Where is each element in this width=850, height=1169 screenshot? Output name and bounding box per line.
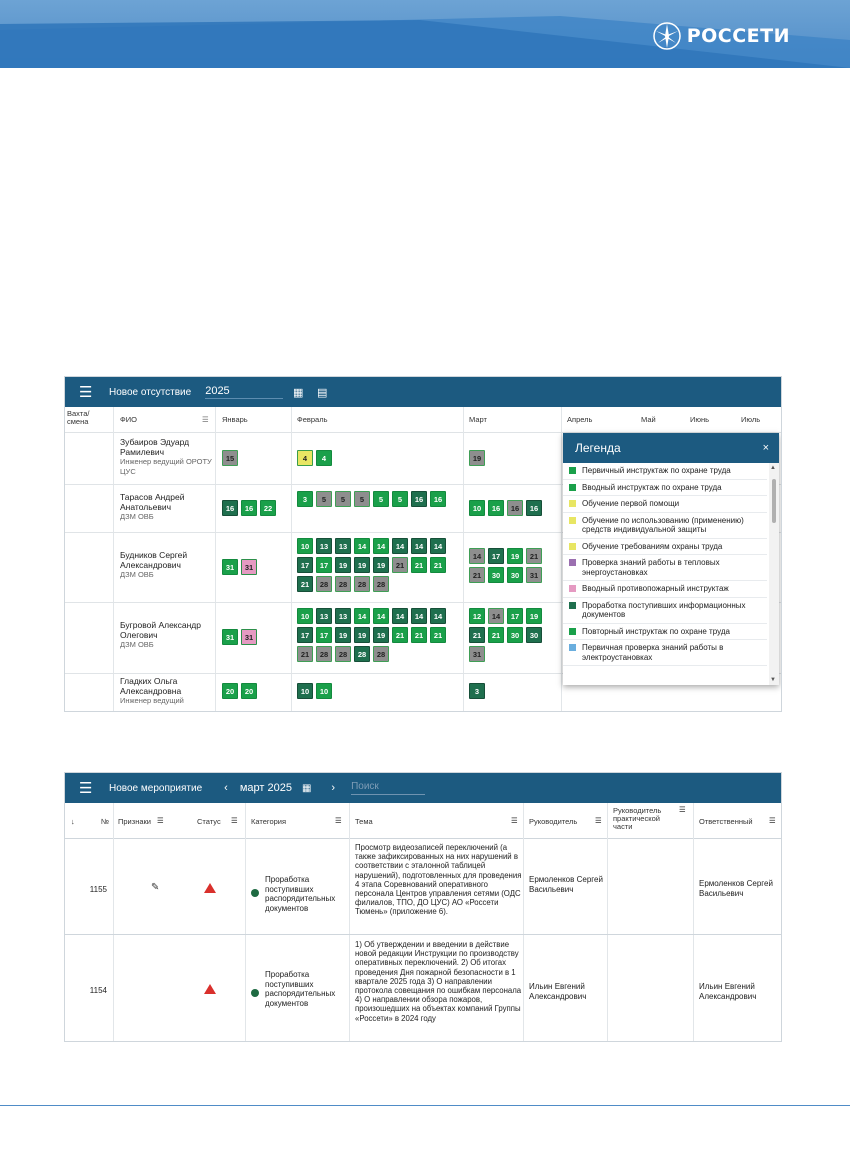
calendar-icon[interactable]: ▦	[293, 386, 304, 399]
responsible-name: Ермоленков Сергей Васильевич	[699, 879, 773, 898]
legend-item	[563, 581, 767, 598]
legend-item	[563, 539, 767, 556]
day-cell[interactable]: 5	[354, 491, 370, 507]
day-cell[interactable]: 16	[430, 491, 446, 507]
menu-icon[interactable]: ☰	[79, 780, 93, 797]
category-status-icon	[251, 889, 259, 897]
column-number: №	[101, 817, 110, 826]
column-january: Январь	[222, 415, 248, 424]
legend-panel	[563, 433, 779, 685]
january-days	[222, 629, 257, 645]
person-row[interactable]	[120, 493, 220, 522]
person-dept: Инженер ведущий	[120, 696, 184, 705]
day-cell[interactable]: 14	[411, 608, 427, 624]
col-divider	[463, 407, 464, 711]
legend-item	[563, 624, 767, 641]
legend-swatch	[569, 500, 576, 507]
day-cell[interactable]: 10	[316, 683, 332, 699]
day-cell[interactable]: 31	[469, 646, 485, 662]
col-divider	[291, 407, 292, 711]
day-cell[interactable]: 19	[469, 450, 485, 466]
row-number: 1155	[89, 885, 107, 894]
legend-swatch	[569, 517, 576, 524]
rosseti-logo	[653, 22, 790, 50]
day-cell[interactable]: 31	[526, 567, 542, 583]
category-status-icon	[251, 989, 259, 997]
day-cell[interactable]: 31	[241, 629, 257, 645]
column-march: Март	[469, 415, 487, 424]
day-cell[interactable]: 5	[316, 491, 332, 507]
day-cell[interactable]: 14	[430, 538, 446, 554]
person-row[interactable]	[120, 438, 220, 476]
day-cell[interactable]: 21	[392, 627, 408, 643]
day-cell[interactable]: 28	[373, 646, 389, 662]
day-cell[interactable]: 21	[392, 557, 408, 573]
legend-swatch	[569, 585, 576, 592]
february-days	[297, 450, 332, 466]
day-cell[interactable]: 28	[335, 646, 351, 662]
fio-filter-icon[interactable]: ☰	[202, 415, 209, 424]
march-days	[469, 683, 485, 699]
day-cell[interactable]: 16	[241, 500, 257, 516]
legend-item	[563, 480, 767, 497]
day-cell[interactable]: 14	[430, 608, 446, 624]
day-cell[interactable]: 21	[411, 627, 427, 643]
legend-label: Обучение первой помощи	[582, 499, 680, 508]
day-cell[interactable]: 16	[526, 500, 542, 516]
head-name: Ильин Евгений Александрович	[529, 982, 587, 1001]
topic-filter-icon[interactable]: ☰	[511, 816, 518, 825]
person-dept: ДЗМ ОВБ	[120, 512, 154, 521]
day-cell[interactable]: 12	[469, 608, 485, 624]
day-cell[interactable]: 16	[507, 500, 523, 516]
logo-text: РОССЕТИ	[686, 25, 790, 47]
day-cell[interactable]: 14	[373, 608, 389, 624]
day-cell[interactable]: 28	[316, 576, 332, 592]
column-june: Июнь	[690, 415, 710, 424]
day-cell[interactable]: 19	[354, 627, 370, 643]
day-cell[interactable]: 10	[297, 608, 313, 624]
legend-item	[563, 640, 767, 666]
day-cell[interactable]: 10	[297, 683, 313, 699]
attachment-icon[interactable]: ✎	[151, 882, 160, 893]
day-cell[interactable]: 14	[354, 608, 370, 624]
person-name: Гладких Ольга Александровна	[120, 676, 182, 696]
day-cell[interactable]: 3	[469, 683, 485, 699]
january-days	[222, 450, 238, 466]
category-text: Проработка поступивших распорядительных документов	[265, 875, 336, 913]
january-days	[222, 683, 257, 699]
person-row[interactable]	[120, 621, 220, 650]
column-signs: Признаки	[118, 817, 151, 826]
legend-swatch	[569, 467, 576, 474]
day-cell[interactable]: 30	[507, 567, 523, 583]
day-cell[interactable]: 19	[373, 557, 389, 573]
person-name: Зубаиров Эдуард Рамилевич	[120, 437, 190, 457]
day-cell[interactable]: 20	[222, 683, 238, 699]
february-days	[297, 608, 447, 662]
column-practical-head: Руководитель практической части	[613, 806, 662, 831]
day-cell[interactable]: 19	[335, 627, 351, 643]
january-days	[222, 500, 276, 516]
february-days	[297, 491, 447, 507]
table-row[interactable]	[65, 936, 782, 1042]
person-name: Бугровой Александр Олегович	[120, 620, 201, 640]
scroll-up-icon[interactable]: ▲	[770, 465, 776, 471]
table-row[interactable]	[65, 839, 782, 935]
legend-title: Легенда	[575, 441, 621, 455]
column-may: Май	[641, 415, 656, 424]
day-cell[interactable]: 17	[488, 548, 504, 564]
day-cell[interactable]: 30	[526, 627, 542, 643]
pdf-export-icon[interactable]: ▤	[317, 386, 328, 399]
day-cell[interactable]: 17	[297, 627, 313, 643]
day-cell[interactable]: 28	[316, 646, 332, 662]
day-cell[interactable]: 19	[526, 608, 542, 624]
person-dept: Инженер ведущий ОРОТУ ЦУС	[120, 457, 212, 476]
legend-scrollbar[interactable]	[769, 463, 779, 685]
footer-rule	[0, 1105, 850, 1106]
january-days	[222, 559, 257, 575]
person-row[interactable]	[120, 677, 220, 706]
day-cell[interactable]: 21	[469, 627, 485, 643]
menu-icon[interactable]: ☰	[79, 384, 93, 401]
absence-toolbar	[65, 377, 781, 407]
day-cell[interactable]: 19	[373, 627, 389, 643]
person-row[interactable]	[120, 551, 220, 580]
day-cell[interactable]: 14	[354, 538, 370, 554]
day-cell[interactable]: 17	[507, 608, 523, 624]
category-filter-icon[interactable]: ☰	[335, 816, 342, 825]
day-cell[interactable]: 10	[469, 500, 485, 516]
day-cell[interactable]: 30	[488, 567, 504, 583]
day-cell[interactable]: 16	[222, 500, 238, 516]
category-text: Проработка поступивших распорядительных документов	[265, 970, 336, 1008]
day-cell[interactable]: 28	[335, 576, 351, 592]
legend-label: Вводный противопожарный инструктаж	[582, 584, 729, 593]
column-shift: Вахта/ смена	[67, 409, 90, 426]
topic-text: Просмотр видеозаписей переключений (а также зафиксированных на них нарушений в соответствии с эталонной таблицей нарушений), подготовленных для проведения 4 этапа Соревнований оперативного персонала Центров управления сетями (ОДС филиалов, ТПО, ДО ЦУС) АО «Россети Тюмень» (приложение 6).	[355, 843, 522, 917]
signs-filter-icon[interactable]: ☰	[157, 816, 164, 825]
responsible-filter-icon[interactable]: ☰	[769, 816, 776, 825]
events-header-row	[65, 803, 782, 839]
status-filter-icon[interactable]: ☰	[231, 816, 238, 825]
person-name: Тарасов Андрей Анатольевич	[120, 492, 185, 512]
legend-label: Вводный инструктаж по охране труда	[582, 482, 722, 492]
day-cell[interactable]: 5	[373, 491, 389, 507]
rosseti-logo-icon	[653, 22, 681, 50]
day-cell[interactable]: 14	[373, 538, 389, 554]
legend-label: Обучение по использованию (применению) средств индивидуальной защиты	[582, 515, 744, 534]
legend-label: Обучение требованиям охраны труда	[582, 541, 723, 551]
day-cell[interactable]: 31	[241, 559, 257, 575]
day-cell[interactable]: 13	[335, 608, 351, 624]
march-days	[469, 500, 542, 516]
events-table-screenshot	[64, 772, 782, 1042]
column-category: Категория	[251, 817, 287, 826]
row-number: 1154	[89, 986, 107, 995]
col-divider	[113, 407, 114, 711]
page-header-band	[0, 0, 850, 68]
column-fio: ФИО	[120, 415, 137, 424]
day-cell[interactable]: 19	[354, 557, 370, 573]
head-filter-icon[interactable]: ☰	[595, 816, 602, 825]
legend-label: Первичный инструктаж по охране труда	[582, 466, 731, 475]
day-cell[interactable]: 16	[488, 500, 504, 516]
column-july: Июль	[741, 415, 761, 424]
legend-swatch	[569, 628, 576, 635]
day-cell[interactable]: 21	[430, 557, 446, 573]
legend-header	[563, 433, 779, 463]
column-topic: Тема	[355, 817, 373, 826]
day-cell[interactable]: 21	[430, 627, 446, 643]
day-cell[interactable]: 21	[297, 576, 313, 592]
column-head: Руководитель	[529, 817, 578, 826]
day-cell[interactable]: 5	[392, 491, 408, 507]
new-event-button[interactable]: Новое мероприятие	[109, 782, 203, 794]
day-cell[interactable]: 21	[411, 557, 427, 573]
legend-swatch	[569, 559, 576, 566]
legend-list	[563, 463, 767, 685]
search-input[interactable]	[351, 781, 425, 795]
day-cell[interactable]: 10	[297, 538, 313, 554]
legend-label: Проработка поступивших информационных документов	[582, 600, 746, 619]
column-responsible: Ответственный	[699, 817, 753, 826]
legend-swatch	[569, 602, 576, 609]
close-icon[interactable]: ×	[762, 442, 769, 454]
day-cell[interactable]: 20	[241, 683, 257, 699]
absence-calendar-screenshot	[64, 376, 782, 712]
day-cell[interactable]: 28	[373, 576, 389, 592]
day-cell[interactable]: 17	[316, 627, 332, 643]
day-cell[interactable]: 22	[260, 500, 276, 516]
day-cell[interactable]: 30	[507, 627, 523, 643]
day-cell[interactable]: 13	[316, 608, 332, 624]
new-absence-button[interactable]: Новое отсутствие	[109, 386, 192, 398]
legend-label: Первичная проверка знаний работы в электроустановках	[582, 643, 724, 662]
prev-month-button[interactable]: ‹	[224, 782, 228, 794]
events-toolbar	[65, 773, 781, 803]
legend-item	[563, 555, 767, 581]
march-days	[469, 450, 485, 466]
scrollbar-thumb[interactable]	[772, 479, 776, 523]
day-cell[interactable]: 17	[316, 557, 332, 573]
legend-swatch	[569, 484, 576, 491]
day-cell[interactable]: 19	[335, 557, 351, 573]
day-cell[interactable]: 13	[335, 538, 351, 554]
day-cell[interactable]: 3	[297, 491, 313, 507]
responsible-name: Ильин Евгений Александрович	[699, 982, 757, 1001]
column-april: Апрель	[567, 415, 593, 424]
topic-text: 1) Об утверждении и введении в действие новой редакции Инструкции по производству оперативных переключений. 2) Об итогах проведения Дня пожарной безопасности в 1 квартале 2025 года 3) О направлении протокола совещания по ошибкам персонала 4) О направлении обзора пожаров, произошедших на объектах компаний Группы «Россети» в 2024 году	[355, 940, 522, 1023]
column-status: Статус	[197, 817, 221, 826]
day-cell[interactable]: 14	[411, 538, 427, 554]
day-cell[interactable]: 21	[469, 567, 485, 583]
march-days	[469, 548, 553, 583]
day-cell[interactable]: 21	[297, 646, 313, 662]
day-cell[interactable]: 21	[488, 627, 504, 643]
day-cell[interactable]: 14	[392, 608, 408, 624]
practical-head-filter-icon[interactable]: ☰	[679, 805, 686, 814]
day-cell[interactable]: 15	[222, 450, 238, 466]
day-cell[interactable]: 13	[316, 538, 332, 554]
legend-item	[563, 598, 767, 624]
day-cell[interactable]: 31	[222, 629, 238, 645]
day-cell[interactable]: 21	[526, 548, 542, 564]
scroll-down-icon[interactable]: ▼	[770, 677, 776, 683]
february-days	[297, 538, 447, 592]
day-cell[interactable]: 17	[297, 557, 313, 573]
day-cell[interactable]: 14	[392, 538, 408, 554]
legend-label: Проверка знаний работы в тепловых энергоустановках	[582, 558, 720, 577]
calendar-header-row	[65, 407, 782, 433]
day-cell[interactable]: 4	[297, 450, 313, 466]
legend-item	[563, 513, 767, 539]
col-divider	[561, 407, 562, 711]
head-name: Ермоленков Сергей Васильевич	[529, 875, 603, 894]
month-label: март 2025	[239, 782, 292, 794]
column-february: Февраль	[297, 415, 328, 424]
legend-swatch	[569, 543, 576, 550]
calendar-icon[interactable]: ▦	[301, 782, 312, 794]
day-cell[interactable]: 28	[354, 646, 370, 662]
sort-icon[interactable]: ↓	[71, 817, 75, 826]
day-cell[interactable]: 5	[335, 491, 351, 507]
day-cell[interactable]: 31	[222, 559, 238, 575]
legend-swatch	[569, 644, 576, 651]
legend-item	[563, 496, 767, 513]
day-cell[interactable]: 28	[354, 576, 370, 592]
day-cell[interactable]: 19	[507, 548, 523, 564]
year-input[interactable]: 2025	[205, 385, 283, 399]
person-dept: ДЗМ ОВБ	[120, 570, 154, 579]
day-cell[interactable]: 4	[316, 450, 332, 466]
day-cell[interactable]: 14	[469, 548, 485, 564]
legend-item	[563, 463, 767, 480]
person-name: Будников Сергей Александрович	[120, 550, 188, 570]
february-days	[297, 683, 332, 699]
legend-label: Повторный инструктаж по охране труда	[582, 626, 730, 636]
day-cell[interactable]: 14	[488, 608, 504, 624]
next-month-button[interactable]: ›	[331, 782, 336, 794]
day-cell[interactable]: 16	[411, 491, 427, 507]
person-dept: ДЗМ ОВБ	[120, 640, 154, 649]
march-days	[469, 608, 553, 662]
